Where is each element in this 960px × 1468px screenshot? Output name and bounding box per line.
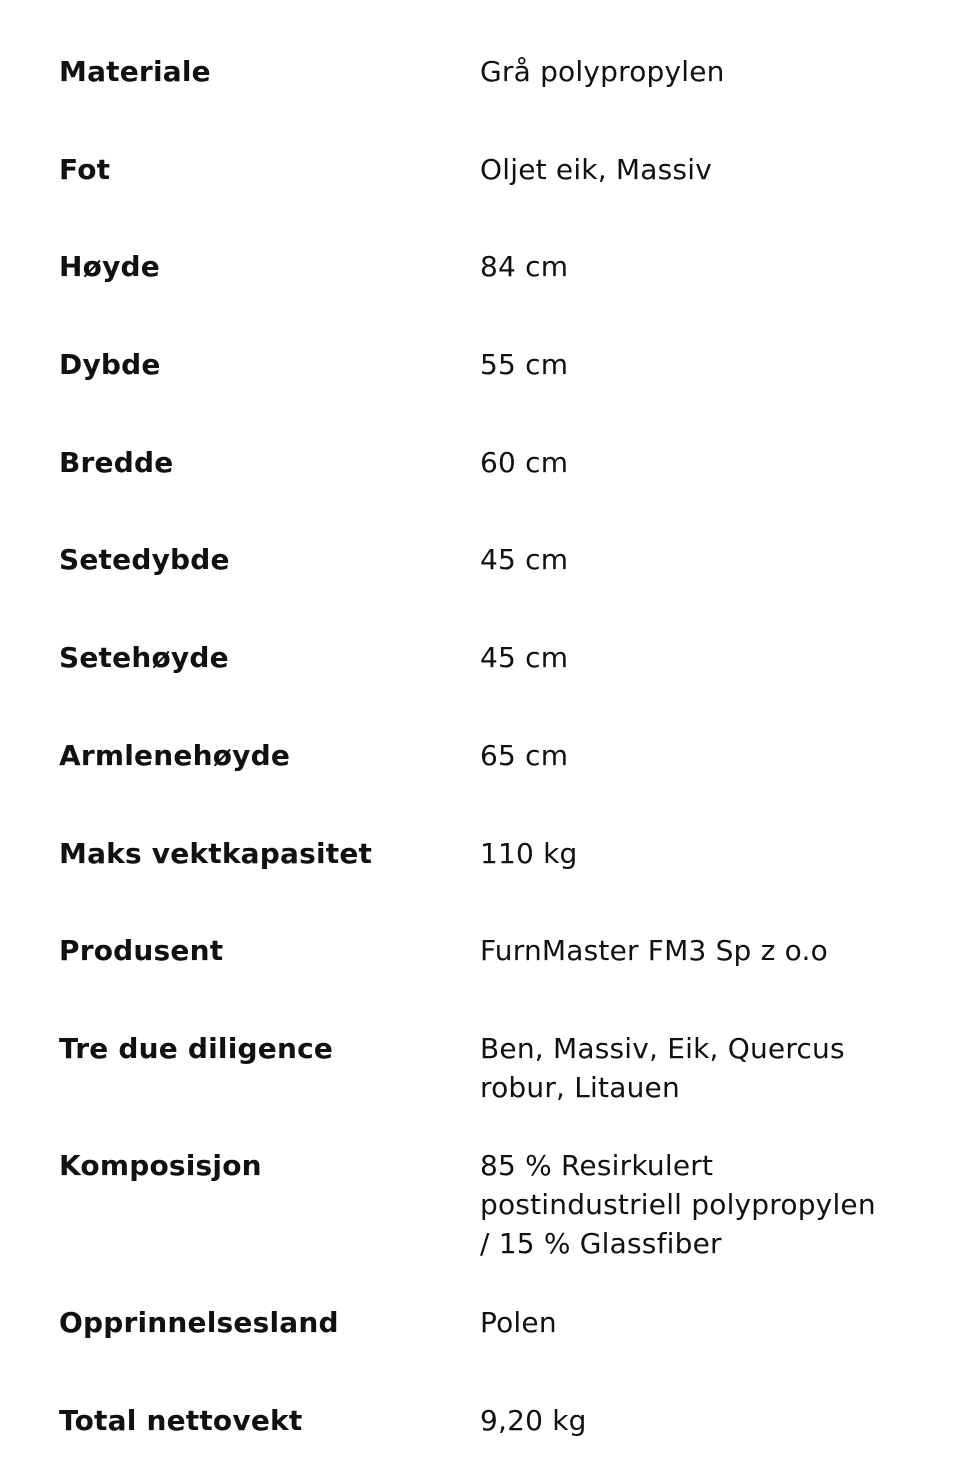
spec-label: Materiale xyxy=(59,55,211,88)
spec-value-line: 85 % Resirkulert xyxy=(480,1149,714,1182)
spec-label: Armlenehøyde xyxy=(59,739,291,772)
spec-label: Setehøyde xyxy=(59,641,229,674)
spec-value-line: 45 cm xyxy=(480,543,569,576)
spec-value xyxy=(480,638,920,677)
spec-value-line: Oljet eik, Massiv xyxy=(480,153,712,186)
spec-value-line: postindustriell polypropylen xyxy=(480,1188,876,1221)
spec-value-line: Ben, Massiv, Eik, Quercus xyxy=(480,1032,845,1065)
spec-value-line: 110 kg xyxy=(480,837,578,870)
spec-value xyxy=(480,443,920,482)
spec-value-line: 45 cm xyxy=(480,641,569,674)
spec-label: Produsent xyxy=(59,934,224,967)
spec-value xyxy=(480,931,920,970)
spec-value-line: FurnMaster FM3 Sp z o.o xyxy=(480,934,828,967)
spec-value xyxy=(480,540,920,579)
spec-value-line: / 15 % Glassfiber xyxy=(480,1227,722,1260)
spec-value-line: 60 cm xyxy=(480,446,569,479)
spec-value xyxy=(480,1146,920,1263)
spec-label: Dybde xyxy=(59,348,161,381)
spec-value-line: Grå polypropylen xyxy=(480,55,725,88)
spec-label: Komposisjon xyxy=(59,1149,262,1182)
spec-value xyxy=(480,736,920,775)
spec-value-line: robur, Litauen xyxy=(480,1071,680,1104)
spec-value xyxy=(480,150,920,189)
spec-value xyxy=(480,345,920,384)
spec-value xyxy=(480,1401,920,1440)
spec-value-line: 9,20 kg xyxy=(480,1404,587,1437)
spec-value-line: 65 cm xyxy=(480,739,569,772)
spec-value xyxy=(480,52,920,91)
spec-value-line: Polen xyxy=(480,1306,557,1339)
spec-label: Høyde xyxy=(59,250,160,283)
spec-label: Maks vektkapasitet xyxy=(59,837,373,870)
spec-value xyxy=(480,834,920,873)
spec-value-line: 84 cm xyxy=(480,250,569,283)
spec-value xyxy=(480,1029,920,1107)
spec-label: Opprinnelsesland xyxy=(59,1306,339,1339)
spec-value xyxy=(480,247,920,286)
spec-value-line: 55 cm xyxy=(480,348,569,381)
spec-label: Setedybde xyxy=(59,543,230,576)
spec-label: Total nettovekt xyxy=(59,1404,303,1437)
spec-label: Tre due diligence xyxy=(59,1032,334,1065)
spec-value xyxy=(480,1303,920,1342)
spec-label: Fot xyxy=(59,153,111,186)
spec-label: Bredde xyxy=(59,446,174,479)
